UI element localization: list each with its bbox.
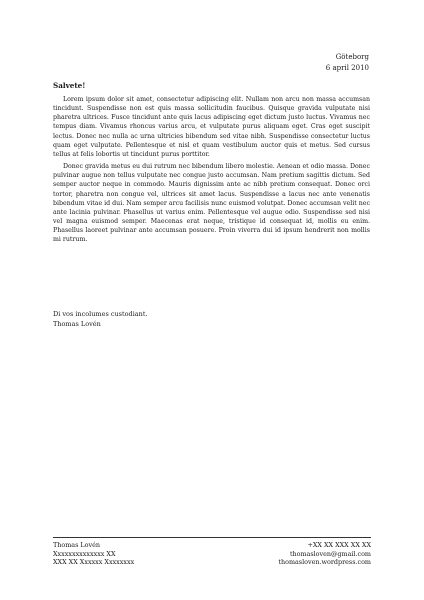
footer-website: thomasloven.wordpress.com xyxy=(278,558,371,567)
date: 6 april 2010 xyxy=(325,63,369,72)
footer-contact xyxy=(278,541,371,567)
footer-phone: +XX XX XXX XX XX xyxy=(307,541,371,549)
footer-street: Xxxxxxxxxxxxxx XX xyxy=(53,549,116,558)
closing-block xyxy=(53,309,148,329)
place-date-block xyxy=(326,52,369,73)
closing-phrase: Di vos incolumes custodiant. xyxy=(53,310,148,318)
footer-divider xyxy=(53,537,371,538)
body-paragraph-1: Lorem ipsum dolor sit amet, consectetur adipiscing elit. Nullam non arcu non massa accumsan tincidunt. Suspendisse non est quis massa sollicitudin faucibus. Quisque gravida vulputate nisi pharetra ultrices. Fusce tincidunt ante quis lacus adipiscing eget dictum justo luctus. Vivamus nec tempus diam. Vivamus rhoncus varius arcu, et vulputate purus aliquam eget. Cras eget suscipit lectus. Donec nec nulla ac urna ultricies bibendum sed vitae nibh. Suspendisse consectetur luctus quam eget vulputate. Pellentesque et nisl et quam vestibulum auctor quis et metus. Sed cursus tellus at felis lobortis ut tincidunt purus porttitor. xyxy=(53,96,370,158)
letter-body xyxy=(53,95,370,248)
place: Göteborg xyxy=(335,53,369,61)
footer-city: XXX XX Xxxxxx Xxxxxxxx xyxy=(53,558,135,567)
footer-address xyxy=(53,541,134,567)
body-paragraph-2: Donec gravida metus eu dui rutrum nec bibendum libero molestie. Aenean et odio massa. Donec pulvinar augue non tellus vulputate nec congue justo accumsan. Nam pretium sagittis dictum. Sed semper auctor neque in commodo. Mauris dignissim ante ac nibh pretium consequat. Donec orci tortor, pharetra non congue vel, ultrices sit amet lacus. Suspendisse a lacus nec ante venenatis bibendum vitae id dui. Nam semper arcu facilisis nunc euismod volutpat. Donec accumsan velit nec ante lacinia pulvinar. Phasellus ut varius enim. Pellentesque vel augue odio. Suspendisse sed nisi vel magna euismod semper. Maecenas erat neque, tristique id consequat id, mollis eu enim. Phasellus laoreet pulvinar ante accumsan posuere. Proin viverra dui id ipsum hendrerit non mollis mi rutrum. xyxy=(53,163,370,244)
footer-email: thomasloven@gmail.com xyxy=(289,549,371,558)
signature: Thomas Lovén xyxy=(53,320,101,328)
salutation: Salvete! xyxy=(53,81,86,90)
footer-name: Thomas Lovén xyxy=(53,541,101,549)
